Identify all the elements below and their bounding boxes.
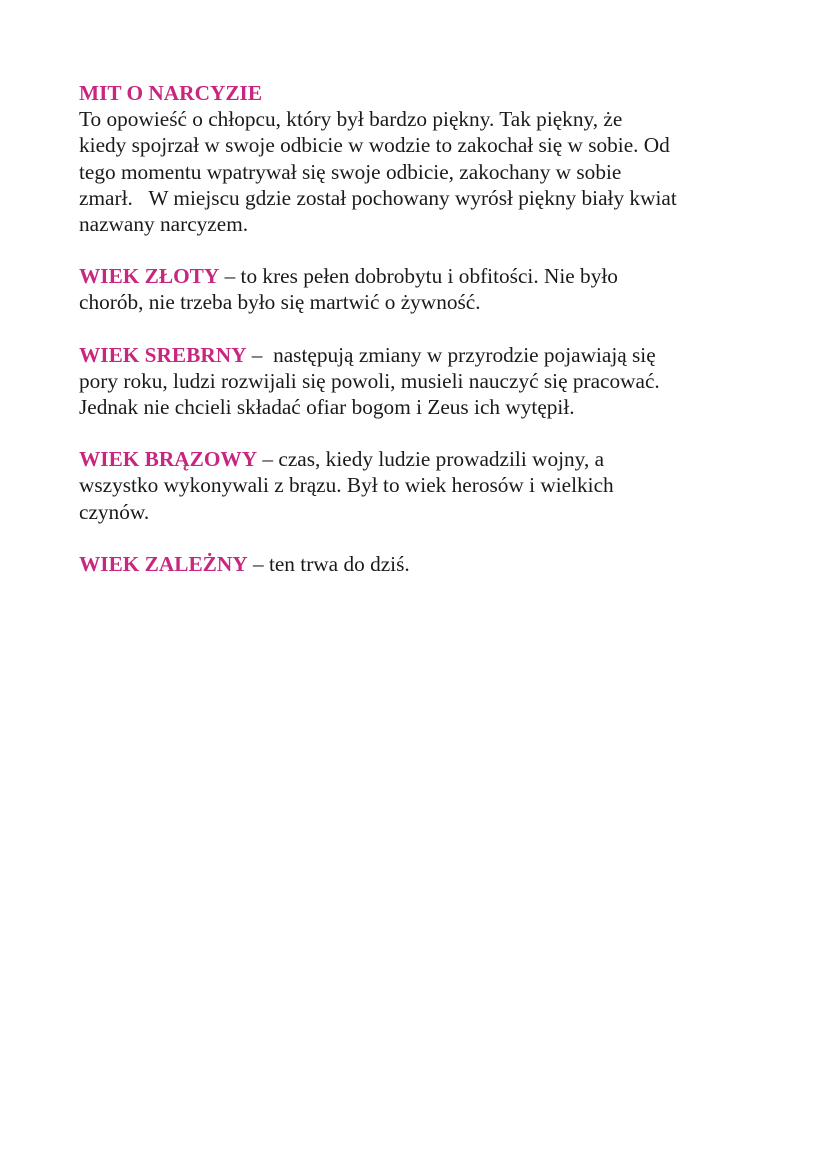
section-heading: MIT O NARCYZIE [79, 81, 263, 105]
section-heading: WIEK ZALEŻNY [79, 551, 248, 576]
section-heading: WIEK SREBRNY [79, 342, 247, 367]
text-fragment: – ten trwa do dziś. [247, 551, 410, 576]
text-line: nazwany narcyzem. [79, 212, 249, 237]
section-wiek-srebrny [79, 342, 769, 421]
document-content [79, 80, 769, 603]
text-line: pory roku, ludzi rozwijali się powoli, musieli nauczyć się pracować. [79, 368, 660, 393]
section-heading: WIEK BRĄZOWY [79, 447, 258, 472]
section-heading: WIEK ZŁOTY [79, 264, 220, 289]
text-line: kiedy spojrzał w swoje odbicie w wodzie to zakochał się w sobie. Od [79, 133, 670, 158]
text-line: chorób, nie trzeba było się martwić o żywność. [79, 290, 481, 315]
section-wiek-brazowy [79, 446, 769, 525]
first-line [79, 263, 769, 289]
text-line: tego momentu wpatrywał się swoje odbicie, zakochany w sobie [79, 159, 622, 184]
text-line: wszystko wykonywali z brązu. Był to wiek herosów i wielkich [79, 473, 614, 498]
text-fragment: – czas, kiedy ludzie prowadzili wojny, a [257, 447, 605, 472]
text-line: To opowieść o chłopcu, który był bardzo piękny. Tak piękny, że [79, 107, 623, 132]
text-fragment: – to kres pełen dobrobytu i obfitości. Nie było [219, 264, 618, 289]
text-line: zmarł. W miejscu gdzie został pochowany wyrósł piękny biały kwiat [79, 185, 677, 210]
first-line [79, 342, 769, 368]
first-line [79, 551, 769, 577]
section-wiek-zloty [79, 263, 769, 315]
section-mit-o-narcyzie [79, 80, 769, 237]
section-wiek-zalezny [79, 551, 769, 577]
text-fragment: – następują zmiany w przyrodzie pojawiają się [246, 342, 656, 367]
first-line [79, 446, 769, 472]
text-line: Jednak nie chcieli składać ofiar bogom i Zeus ich wytępił. [79, 395, 575, 420]
text-line: czynów. [79, 499, 150, 524]
